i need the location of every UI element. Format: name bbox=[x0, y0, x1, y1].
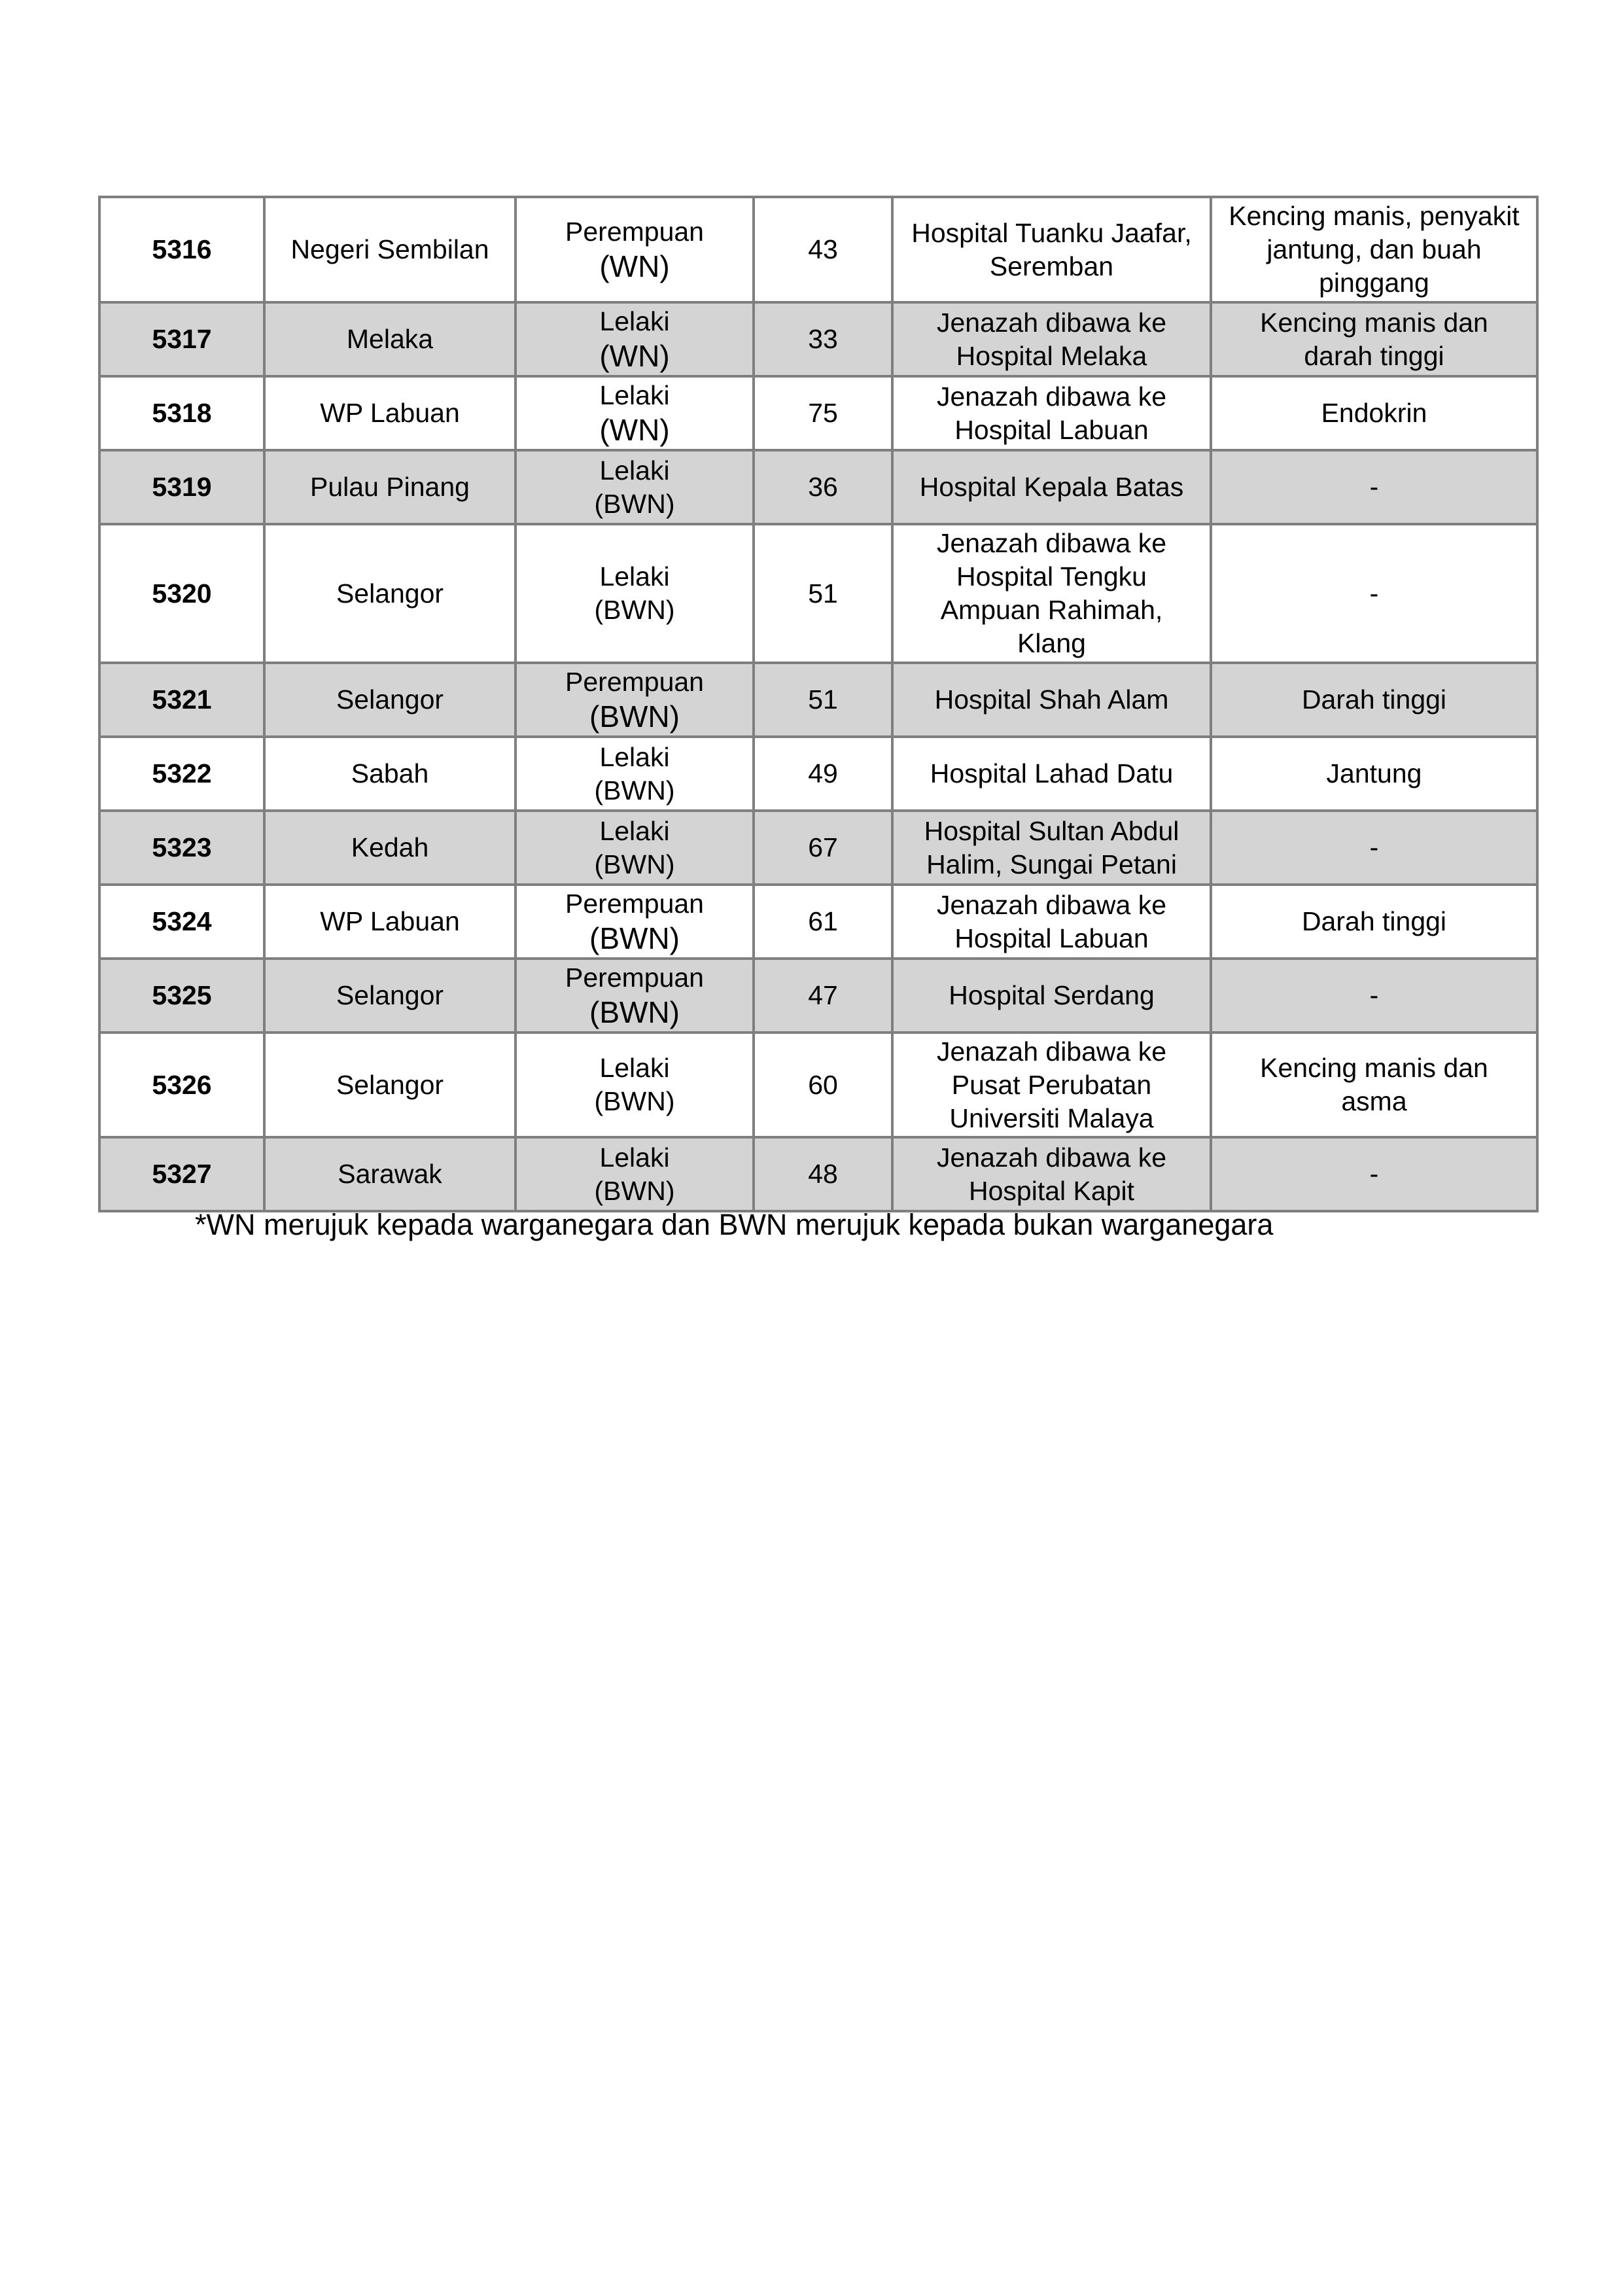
table-row bbox=[99, 663, 1537, 737]
gender-status-cell bbox=[515, 1137, 754, 1211]
gender-label: Perempuan bbox=[565, 216, 704, 247]
location-line: Hospital Tuanku Jaafar, bbox=[911, 217, 1192, 248]
location-line: Jenazah dibawa ke bbox=[936, 1142, 1167, 1173]
age-cell: 48 bbox=[754, 1137, 892, 1211]
age-cell: 43 bbox=[754, 197, 892, 302]
age-cell: 51 bbox=[754, 524, 892, 663]
state-cell: Selangor bbox=[264, 959, 515, 1033]
age-cell: 36 bbox=[754, 450, 892, 524]
medical-history-line: - bbox=[1369, 472, 1379, 502]
location-line: Jenazah dibawa ke bbox=[936, 889, 1167, 920]
citizenship-status-label: (BWN) bbox=[589, 921, 680, 955]
medical-history-line: asma bbox=[1341, 1086, 1407, 1116]
citizenship-status-label: (BWN) bbox=[594, 775, 675, 805]
age-cell: 51 bbox=[754, 663, 892, 737]
citizenship-status-label: (BWN) bbox=[594, 488, 675, 519]
age-cell: 75 bbox=[754, 376, 892, 450]
citizenship-status-label: (BWN) bbox=[594, 1175, 675, 1206]
location-cell bbox=[892, 197, 1211, 302]
state-cell: Melaka bbox=[264, 302, 515, 376]
medical-history-cell bbox=[1211, 524, 1537, 663]
gender-label: Lelaki bbox=[599, 741, 670, 772]
medical-history-line: Darah tinggi bbox=[1301, 906, 1447, 936]
state-cell: Sabah bbox=[264, 737, 515, 811]
gender-label: Lelaki bbox=[599, 455, 670, 486]
table-row bbox=[99, 376, 1537, 450]
age-cell: 47 bbox=[754, 959, 892, 1033]
medical-history-cell bbox=[1211, 959, 1537, 1033]
death-cases-table bbox=[98, 196, 1539, 1212]
medical-history-line: - bbox=[1369, 832, 1379, 862]
table-row bbox=[99, 302, 1537, 376]
location-line: Jenazah dibawa ke bbox=[936, 307, 1167, 338]
location-cell bbox=[892, 450, 1211, 524]
case-number-cell: 5327 bbox=[99, 1137, 264, 1211]
table-row bbox=[99, 959, 1537, 1033]
location-cell bbox=[892, 959, 1211, 1033]
case-number-cell: 5325 bbox=[99, 959, 264, 1033]
location-line: Seremban bbox=[989, 251, 1114, 281]
age-cell: 67 bbox=[754, 811, 892, 885]
citizenship-status-label: (WN) bbox=[599, 249, 670, 283]
location-cell bbox=[892, 811, 1211, 885]
location-line: Halim, Sungai Petani bbox=[926, 849, 1177, 879]
location-cell bbox=[892, 1033, 1211, 1137]
footnote: *WN merujuk kepada warganegara dan BWN merujuk kepada bukan warganegara bbox=[195, 1208, 1274, 1241]
medical-history-cell bbox=[1211, 450, 1537, 524]
table-body bbox=[99, 197, 1537, 1211]
location-line: Hospital Serdang bbox=[949, 980, 1155, 1010]
location-line: Ampuan Rahimah, bbox=[940, 595, 1163, 625]
medical-history-line: Kencing manis dan bbox=[1260, 1053, 1488, 1083]
state-cell: Selangor bbox=[264, 524, 515, 663]
medical-history-line: - bbox=[1369, 980, 1379, 1010]
age-cell: 60 bbox=[754, 1033, 892, 1137]
table-row bbox=[99, 1137, 1537, 1211]
location-cell bbox=[892, 302, 1211, 376]
location-line: Hospital Shah Alam bbox=[934, 684, 1169, 715]
gender-status-cell bbox=[515, 811, 754, 885]
case-number-cell: 5316 bbox=[99, 197, 264, 302]
gender-status-cell bbox=[515, 885, 754, 959]
table-row bbox=[99, 450, 1537, 524]
location-cell bbox=[892, 1137, 1211, 1211]
state-cell: WP Labuan bbox=[264, 376, 515, 450]
case-number-cell: 5321 bbox=[99, 663, 264, 737]
location-cell bbox=[892, 663, 1211, 737]
medical-history-cell bbox=[1211, 302, 1537, 376]
case-number-cell: 5326 bbox=[99, 1033, 264, 1137]
medical-history-cell bbox=[1211, 737, 1537, 811]
medical-history-line: pinggang bbox=[1319, 268, 1429, 298]
citizenship-status-label: (WN) bbox=[599, 338, 670, 373]
location-line: Hospital Tengku bbox=[956, 561, 1147, 592]
age-cell: 49 bbox=[754, 737, 892, 811]
state-cell: WP Labuan bbox=[264, 885, 515, 959]
medical-history-line: - bbox=[1369, 1159, 1379, 1189]
case-number-cell: 5318 bbox=[99, 376, 264, 450]
gender-label: Lelaki bbox=[599, 380, 670, 410]
gender-label: Lelaki bbox=[599, 306, 670, 336]
citizenship-status-label: (BWN) bbox=[589, 995, 680, 1029]
age-cell: 61 bbox=[754, 885, 892, 959]
location-cell bbox=[892, 885, 1211, 959]
location-line: Hospital Sultan Abdul bbox=[924, 815, 1179, 846]
location-line: Universiti Malaya bbox=[949, 1103, 1154, 1133]
gender-label: Lelaki bbox=[599, 815, 670, 846]
gender-status-cell bbox=[515, 376, 754, 450]
medical-history-cell bbox=[1211, 376, 1537, 450]
medical-history-cell bbox=[1211, 197, 1537, 302]
citizenship-status-label: (BWN) bbox=[594, 849, 675, 879]
gender-label: Lelaki bbox=[599, 1142, 670, 1173]
gender-label: Perempuan bbox=[565, 962, 704, 993]
case-number-cell: 5320 bbox=[99, 524, 264, 663]
medical-history-line: Darah tinggi bbox=[1301, 684, 1447, 715]
gender-status-cell bbox=[515, 959, 754, 1033]
table-row bbox=[99, 197, 1537, 302]
gender-status-cell bbox=[515, 302, 754, 376]
case-number-cell: 5324 bbox=[99, 885, 264, 959]
state-cell: Kedah bbox=[264, 811, 515, 885]
gender-label: Perempuan bbox=[565, 666, 704, 697]
location-line: Jenazah dibawa ke bbox=[936, 381, 1167, 412]
location-line: Hospital Labuan bbox=[954, 923, 1149, 953]
table-row bbox=[99, 737, 1537, 811]
location-cell bbox=[892, 376, 1211, 450]
location-line: Klang bbox=[1017, 628, 1086, 658]
gender-status-cell bbox=[515, 524, 754, 663]
medical-history-line: Jantung bbox=[1326, 758, 1422, 788]
location-cell bbox=[892, 737, 1211, 811]
location-line: Hospital Labuan bbox=[954, 414, 1149, 445]
location-line: Hospital Kapit bbox=[969, 1175, 1134, 1206]
state-cell: Sarawak bbox=[264, 1137, 515, 1211]
medical-history-cell bbox=[1211, 1137, 1537, 1211]
table-row bbox=[99, 811, 1537, 885]
case-number-cell: 5323 bbox=[99, 811, 264, 885]
case-number-cell: 5317 bbox=[99, 302, 264, 376]
gender-status-cell bbox=[515, 450, 754, 524]
location-line: Hospital Kepala Batas bbox=[919, 472, 1184, 502]
gender-status-cell bbox=[515, 737, 754, 811]
gender-label: Lelaki bbox=[599, 1053, 670, 1083]
table-row bbox=[99, 885, 1537, 959]
location-cell bbox=[892, 524, 1211, 663]
age-cell: 33 bbox=[754, 302, 892, 376]
medical-history-cell bbox=[1211, 1033, 1537, 1137]
medical-history-line: Endokrin bbox=[1321, 398, 1427, 428]
medical-history-line: Kencing manis, penyakit bbox=[1229, 201, 1520, 231]
medical-history-line: - bbox=[1369, 578, 1379, 609]
table-row bbox=[99, 524, 1537, 663]
gender-status-cell bbox=[515, 1033, 754, 1137]
gender-status-cell bbox=[515, 663, 754, 737]
citizenship-status-label: (BWN) bbox=[594, 1086, 675, 1116]
medical-history-line: darah tinggi bbox=[1304, 340, 1444, 371]
gender-label: Lelaki bbox=[599, 561, 670, 592]
location-line: Jenazah dibawa ke bbox=[936, 528, 1167, 558]
case-number-cell: 5322 bbox=[99, 737, 264, 811]
state-cell: Selangor bbox=[264, 1033, 515, 1137]
citizenship-status-label: (BWN) bbox=[594, 595, 675, 625]
location-line: Jenazah dibawa ke bbox=[936, 1036, 1167, 1067]
gender-label: Perempuan bbox=[565, 888, 704, 919]
location-line: Pusat Perubatan bbox=[951, 1069, 1152, 1100]
case-number-cell: 5319 bbox=[99, 450, 264, 524]
state-cell: Negeri Sembilan bbox=[264, 197, 515, 302]
medical-history-cell bbox=[1211, 663, 1537, 737]
medical-history-cell bbox=[1211, 885, 1537, 959]
medical-history-line: jantung, dan buah bbox=[1266, 234, 1482, 264]
table-row bbox=[99, 1033, 1537, 1137]
citizenship-status-label: (BWN) bbox=[589, 699, 680, 733]
medical-history-line: Kencing manis dan bbox=[1260, 307, 1488, 338]
location-line: Hospital Lahad Datu bbox=[930, 758, 1174, 788]
location-line: Hospital Melaka bbox=[956, 340, 1147, 371]
citizenship-status-label: (WN) bbox=[599, 412, 670, 447]
state-cell: Selangor bbox=[264, 663, 515, 737]
state-cell: Pulau Pinang bbox=[264, 450, 515, 524]
medical-history-cell bbox=[1211, 811, 1537, 885]
gender-status-cell bbox=[515, 197, 754, 302]
